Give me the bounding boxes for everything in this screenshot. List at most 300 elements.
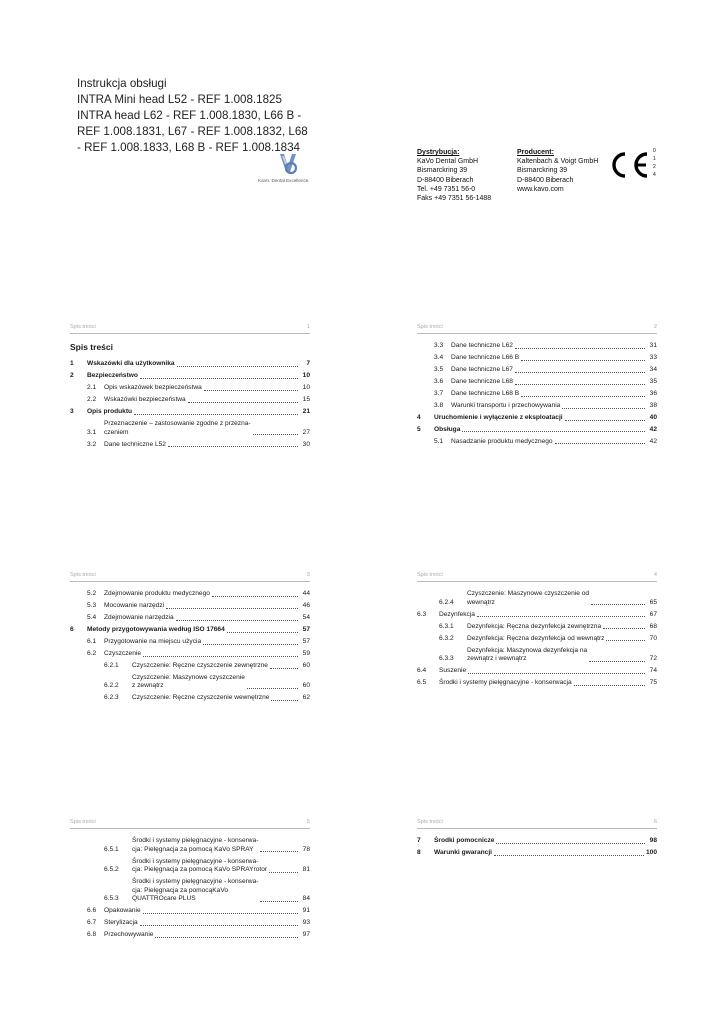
toc-entry-page: 84 — [302, 895, 310, 903]
toc-entry-title-line: Czyszczenie: Ręczne czyszczenie zewnętrzne — [132, 661, 268, 669]
toc-entry-title-line: Przygotowanie na miejscu użycia — [104, 637, 202, 645]
ce-digit: 1 — [653, 156, 656, 162]
toc-entry[interactable] — [70, 694, 310, 703]
toc-entry-title-line: Uruchomienie i wyłączenie z eksploatacji — [434, 413, 563, 421]
toc-entry-title-line: Środki i systemy pielęgnacyjne - konserwa- — [132, 857, 259, 865]
toc-entry[interactable] — [70, 662, 310, 671]
toc-entry[interactable] — [70, 919, 310, 928]
leader-dots — [515, 384, 645, 385]
title-line: Instrukcja obsługi — [77, 77, 167, 90]
leader-dots — [477, 616, 645, 617]
page-header — [70, 324, 310, 334]
toc-entry-page: 46 — [302, 601, 310, 609]
toc-entry-page: 10 — [302, 371, 310, 379]
toc-entry-title-line: cja: Pielęgnacja za pomocą KaVo SPRAYrotor — [132, 866, 268, 874]
toc-entry[interactable] — [70, 602, 310, 611]
toc-page-3 — [70, 572, 310, 706]
toc-entry-title-line: Czyszczenie: Ręczne czyszczenie wewnętrzne — [132, 694, 270, 702]
toc-entry-title-line: Czyszczenie — [104, 649, 142, 657]
title-line: INTRA head L62 - REF 1.008.1830, L66 B - — [77, 109, 302, 122]
toc-entry-number: 6.3.3 — [439, 655, 454, 663]
toc-entry-page: 15 — [302, 395, 310, 403]
toc-entry-title-line: Opis wskazówek bezpieczeństwa — [104, 383, 202, 391]
toc-entry-number: 3.2 — [87, 440, 97, 448]
page-header — [70, 819, 310, 829]
toc-entry-page: 70 — [649, 634, 657, 642]
page-header-label: Spis treści — [70, 324, 96, 330]
kavo-logo-icon — [258, 152, 318, 178]
producer-heading: Producent: — [517, 149, 554, 156]
toc-entry-title-line: zewnątrz i wewnątrz — [467, 655, 527, 663]
toc-entry-title — [434, 849, 492, 858]
leader-dots — [515, 372, 645, 373]
leader-dots — [188, 402, 298, 403]
toc-entry[interactable] — [70, 360, 310, 369]
toc-entry-title-line: Dane techniczne L52 — [104, 440, 166, 448]
leader-dots — [555, 443, 645, 444]
toc-entry-title-line: Środki i systemy pielęgnacyjne - konserwacja — [439, 679, 572, 687]
leader-dots — [260, 851, 298, 852]
toc-entry[interactable] — [70, 372, 310, 381]
leader-dots — [143, 913, 298, 914]
toc-entry-page: 7 — [306, 360, 310, 367]
toc-entry-page: 62 — [302, 694, 310, 702]
leader-dots — [155, 937, 298, 938]
toc-entry-number: 5.1 — [434, 437, 444, 445]
toc-entry[interactable] — [70, 441, 310, 450]
toc-entry-number: 6.5 — [417, 679, 427, 687]
toc-entry-number: 5.3 — [87, 601, 97, 609]
toc-entry[interactable] — [417, 667, 657, 676]
toc-entry-page: 60 — [302, 661, 310, 669]
leader-dots — [168, 446, 298, 447]
toc-entry-number: 6.5.1 — [104, 845, 119, 853]
toc-entry-title-line: Dane techniczne L68 B — [451, 389, 520, 397]
page-number: 6 — [653, 819, 657, 825]
leader-dots — [227, 632, 298, 633]
toc-entry-number: 2.1 — [87, 383, 97, 391]
distributor-line: Bismarckring 39 — [417, 167, 468, 175]
leader-dots — [574, 685, 645, 686]
leader-dots — [176, 620, 298, 621]
toc-entry-title-line: Dane techniczne L67 — [451, 365, 513, 373]
toc-entry-number: 3.3 — [434, 342, 444, 349]
toc-entry[interactable] — [70, 858, 310, 875]
toc-entry-number: 1 — [70, 360, 74, 367]
toc-entry[interactable] — [417, 414, 657, 423]
toc-entry-page: 31 — [649, 342, 657, 349]
toc-entry-page: 42 — [649, 425, 657, 433]
toc-entry[interactable] — [70, 614, 310, 623]
toc-entry-title-line: Obsługa — [434, 425, 461, 433]
toc-entry[interactable] — [70, 590, 310, 599]
toc-entry-number: 6.2.2 — [104, 682, 119, 690]
toc-entry-number: 6.2 — [87, 649, 97, 657]
toc-entry[interactable] — [417, 342, 657, 351]
toc-entry-title-line: Dane techniczne L62 — [451, 342, 513, 349]
toc-page-4 — [417, 572, 657, 691]
toc-entry-page: 44 — [302, 590, 310, 597]
toc-entry-page: 36 — [649, 389, 657, 397]
page-header — [417, 324, 657, 334]
leader-dots — [140, 925, 298, 926]
leader-dots — [562, 408, 645, 409]
toc-entry[interactable] — [417, 647, 657, 664]
toc-entry-page: 30 — [302, 440, 310, 448]
leader-dots — [134, 414, 298, 415]
toc-entry-number: 6.2.4 — [439, 598, 454, 606]
leader-dots — [521, 396, 645, 397]
page-header-label: Spis treści — [417, 324, 443, 330]
toc-entry[interactable] — [417, 635, 657, 644]
producer-line: Kaltenbach & Voigt GmbH — [517, 158, 599, 166]
toc-entry-page: 98 — [649, 837, 657, 844]
toc-entry-title — [434, 414, 563, 423]
toc-entry[interactable] — [70, 837, 310, 854]
toc-entry[interactable] — [70, 626, 310, 635]
toc-entry[interactable] — [70, 650, 310, 659]
toc-entry-title-line: QUATTROcare PLUS — [132, 895, 196, 903]
toc-entry-page: 57 — [302, 637, 310, 645]
toc-entry[interactable] — [70, 384, 310, 393]
toc-entry-title — [132, 694, 269, 703]
toc-entry[interactable] — [417, 402, 657, 411]
toc-entry-page: 100 — [645, 848, 657, 856]
toc-entry-title — [104, 931, 153, 940]
distributor-block — [417, 148, 491, 203]
toc-entry[interactable] — [70, 931, 310, 940]
toc-entry[interactable] — [417, 849, 657, 858]
toc-entry-number: 3 — [70, 407, 74, 415]
leader-dots — [270, 668, 298, 669]
toc-entry-page: 54 — [302, 613, 310, 621]
toc-entry[interactable] — [70, 396, 310, 405]
toc-entry-page: 57 — [302, 625, 310, 633]
toc-entry[interactable] — [70, 674, 310, 691]
toc-entry-number: 3.5 — [434, 365, 444, 373]
toc-entry-title — [439, 667, 466, 676]
page-header — [417, 572, 657, 582]
toc-entry-title-line: Zdejmowanie narzędzia — [104, 613, 174, 621]
distributor-line: KaVo Dental GmbH — [417, 158, 479, 166]
kavo-logo — [258, 152, 318, 188]
toc-entry-number: 4 — [417, 413, 421, 421]
title-line: REF 1.008.1831, L67 - REF 1.008.1832, L68 — [77, 125, 308, 138]
toc-entry-number: 3.7 — [434, 389, 444, 397]
toc-page-2 — [417, 324, 657, 450]
toc-entry-page: 68 — [649, 622, 657, 630]
toc-entry-number: 5 — [417, 425, 421, 433]
toc-entry-number: 5.4 — [87, 613, 97, 621]
page-number: 5 — [306, 819, 310, 825]
toc-entry[interactable] — [417, 354, 657, 363]
toc-entry-title — [434, 426, 460, 435]
toc-entry-title-line: Mocowanie narzędzi — [104, 601, 165, 609]
leader-dots — [247, 688, 298, 689]
leader-dots — [166, 608, 298, 609]
toc-entry-title — [104, 420, 251, 437]
toc-entry-page: 38 — [649, 401, 657, 409]
toc-entry-title-line: Warunki gwarancji — [434, 848, 493, 856]
toc-entry-title-line: Środki pomocnicze — [434, 837, 495, 844]
toc-entry-page: 21 — [302, 407, 310, 415]
toc-entry-title — [104, 907, 141, 916]
toc-entry-title — [132, 858, 267, 875]
page-number: 3 — [306, 572, 310, 578]
ce-digit: 2 — [653, 164, 656, 170]
toc-entry-title-line: Dane techniczne L66 B — [451, 353, 520, 361]
toc-entry-number: 3.1 — [87, 428, 97, 436]
producer-line: Bismarckring 39 — [517, 167, 568, 175]
producer-line: D-88400 Biberach — [517, 176, 574, 184]
ce-digit: 0 — [653, 148, 656, 154]
toc-entry-title — [104, 650, 141, 659]
toc-entry-title-line: Czyszczenie: Maszynowe czyszczenie od — [467, 590, 590, 597]
page-header-label: Spis treści — [70, 819, 96, 825]
leader-dots — [462, 431, 645, 432]
toc-entry-title — [104, 396, 186, 405]
toc-entry-number: 6.6 — [87, 907, 97, 915]
toc-entry-number: 3.6 — [434, 377, 444, 385]
ce-digit: 4 — [653, 172, 656, 178]
toc-entry[interactable] — [70, 408, 310, 417]
page-header — [70, 572, 310, 582]
toc-entry-page: 93 — [302, 919, 310, 927]
toc-entry-number: 6.3 — [417, 610, 427, 618]
cover-title — [77, 76, 317, 156]
toc-entry-title-line: z zewnątrz — [132, 682, 164, 690]
toc-entry-number: 3.4 — [434, 353, 444, 361]
toc-entry-title-line: Środki i systemy pielęgnacyjne - konserwa- — [132, 878, 259, 886]
toc-entry[interactable] — [417, 426, 657, 435]
toc-entry-number: 6.5.3 — [104, 895, 119, 903]
leader-dots — [140, 378, 298, 379]
producer-line: www.kavo.com — [517, 185, 564, 193]
toc-entry-title — [104, 441, 166, 450]
leader-dots — [591, 604, 645, 605]
toc-entry-number: 2.2 — [87, 395, 97, 403]
page-header-label: Spis treści — [70, 572, 96, 578]
toc-entry-number: 6.1 — [87, 637, 97, 645]
toc-entry[interactable] — [417, 679, 657, 688]
toc-entry-page: 35 — [649, 377, 657, 385]
toc-entry-title-line: Warunki transportu i przechowywania — [451, 401, 561, 409]
leader-dots — [271, 700, 298, 701]
toc-entry-page: 60 — [302, 682, 310, 690]
leader-dots — [515, 348, 645, 349]
toc-entry[interactable] — [70, 878, 310, 904]
toc-entry[interactable] — [70, 638, 310, 647]
toc-entry-title-line: wewnątrz — [467, 598, 495, 606]
page-number: 4 — [653, 572, 657, 578]
toc-entry-number: 6.2.3 — [104, 694, 119, 702]
toc-entry-page: 81 — [302, 866, 310, 874]
toc-entry-title — [467, 590, 589, 607]
toc-entry-page: 67 — [649, 610, 657, 618]
toc-entry-title-line: cja: Pielęgnacja za pomocą KaVo SPRAY — [132, 845, 254, 853]
toc-entry-title-line: Nasadzanie produktu medycznego — [451, 437, 553, 445]
toc-entry-title-line: Suszenie — [439, 667, 467, 675]
toc-entry-title — [87, 626, 225, 635]
toc-entry-number: 7 — [417, 837, 421, 844]
toc-entry-number: 6.7 — [87, 919, 97, 927]
toc-entry-number: 6.5.2 — [104, 866, 119, 874]
title-line: INTRA Mini head L52 - REF 1.008.1825 — [77, 93, 282, 106]
toc-entry[interactable] — [417, 438, 657, 447]
toc-entry-page: 33 — [649, 353, 657, 361]
toc-entry-title — [467, 647, 587, 664]
page-header — [417, 819, 657, 829]
toc-entry[interactable] — [417, 366, 657, 375]
toc-entry-title — [132, 878, 258, 904]
toc-entry-title — [451, 342, 513, 351]
toc-entry-title-line: Wskazówki bezpieczeństwa — [104, 395, 186, 403]
distributor-heading: Dystrybucja: — [417, 149, 460, 156]
ce-notified-body-number — [653, 147, 656, 179]
producer-block — [517, 148, 598, 194]
leader-dots — [589, 661, 645, 662]
toc-entry[interactable] — [417, 837, 657, 846]
toc-entry-number: 6.2.1 — [104, 661, 119, 669]
toc-entry-title-line: Sterylizacja — [104, 919, 138, 927]
toc-entry-page: 65 — [649, 598, 657, 606]
toc-entry-title-line: Środki i systemy pielęgnacyjne - konserwa- — [132, 837, 259, 844]
toc-entry[interactable] — [417, 623, 657, 632]
toc-entry-page: 78 — [302, 845, 310, 853]
toc-entry[interactable] — [417, 378, 657, 387]
toc-entry-page: 40 — [649, 413, 657, 421]
toc-entry-number: 6.8 — [87, 931, 97, 939]
toc-entry-title-line: cja: Pielęgnacja za pomocąKaVo — [132, 886, 229, 894]
toc-entry[interactable] — [417, 590, 657, 607]
toc-entry-title — [451, 438, 553, 447]
toc-entry-title — [434, 837, 494, 846]
toc-entry-title-line: Przeznaczenie – zastosowanie zgodne z przezna- — [104, 419, 251, 427]
toc-entry-title — [439, 679, 572, 688]
distributor-line: Faks +49 7351 56-1488 — [417, 195, 492, 203]
toc-entry-page: 42 — [649, 437, 657, 445]
toc-entry[interactable] — [417, 390, 657, 399]
toc-entry-title — [451, 390, 519, 399]
page-number: 1 — [306, 324, 310, 330]
leader-dots — [253, 434, 298, 435]
leader-dots — [212, 596, 298, 597]
leader-dots — [177, 366, 298, 367]
toc-entry-number: 5.2 — [87, 590, 97, 597]
leader-dots — [468, 673, 645, 674]
toc-entry-page: 97 — [302, 931, 310, 939]
distributor-line: D-88400 Biberach — [417, 176, 474, 184]
page-header-label: Spis treści — [417, 819, 443, 825]
toc-entry-title — [104, 919, 138, 928]
toc-entry-title-line: Wskazówki dla użytkownika — [87, 360, 175, 367]
toc-entry-title — [87, 360, 175, 369]
toc-entry[interactable] — [417, 611, 657, 620]
toc-entry-title — [104, 384, 202, 393]
toc-entry-title-line: Opakowanie — [104, 907, 141, 915]
toc-entry-title — [467, 635, 604, 644]
toc-entry-title — [439, 611, 475, 620]
leader-dots — [606, 640, 645, 641]
leader-dots — [269, 872, 298, 873]
toc-entry-title-line: Opis produktu — [87, 407, 133, 415]
toc-entry-title — [132, 837, 258, 854]
toc-entry-title-line: Dezynfekcja: Ręczna dezynfekcja od wewnątrz — [467, 634, 605, 642]
toc-entry-title-line: Bezpieczeństwo — [87, 371, 138, 379]
toc-entry-title — [451, 354, 519, 363]
toc-entry[interactable] — [70, 420, 310, 437]
leader-dots — [494, 855, 644, 856]
toc-entry-title — [104, 614, 174, 623]
toc-entry-title-line: Metody przygotowywania według ISO 17664 — [87, 625, 225, 633]
toc-entry-number: 6 — [70, 625, 74, 633]
toc-entry-title — [451, 402, 560, 411]
toc-entry-title-line: Zdejmowanie produktu medycznego — [104, 590, 210, 597]
toc-entry-page: 59 — [302, 649, 310, 657]
toc-entry-title-line: Dezynfekcja — [439, 610, 475, 618]
toc-entry-title — [467, 623, 601, 632]
leader-dots — [260, 901, 298, 902]
toc-entry-title-line: Czyszczenie: Maszynowe czyszczenie — [132, 673, 245, 681]
page-header-label: Spis treści — [417, 572, 443, 578]
toc-entry[interactable] — [70, 907, 310, 916]
toc-page-1 — [70, 324, 310, 452]
leader-dots — [565, 420, 645, 421]
toc-entry-page: 74 — [649, 667, 657, 675]
toc-entry-title-line: Dezynfekcja: Maszynowa dezynfekcja na — [467, 646, 588, 654]
toc-entry-title — [132, 662, 268, 671]
leader-dots — [203, 644, 298, 645]
toc-entry-title-line: Dane techniczne L68 — [451, 377, 513, 385]
toc-entry-page: 72 — [649, 655, 657, 663]
toc-entry-title — [87, 372, 138, 381]
toc-entry-page: 91 — [302, 907, 310, 915]
toc-entry-number: 3.8 — [434, 401, 444, 409]
leader-dots — [496, 843, 645, 844]
toc-entry-title — [104, 638, 201, 647]
toc-page-5 — [70, 819, 310, 943]
leader-dots — [521, 360, 645, 361]
toc-entry-number: 6.3.1 — [439, 622, 454, 630]
toc-entry-number: 6.3.2 — [439, 634, 454, 642]
toc-entry-number: 8 — [417, 848, 421, 856]
toc-entry-title — [132, 674, 245, 691]
toc-title: Spis treści — [70, 342, 113, 352]
toc-entry-title-line: Dezynfekcja: Ręczna dezynfekcja zewnętrzna — [467, 622, 602, 630]
toc-entry-page: 34 — [649, 365, 657, 373]
toc-entry-number: 2 — [70, 371, 74, 379]
toc-entry-title — [451, 378, 513, 387]
toc-entry-title — [104, 602, 164, 611]
leader-dots — [204, 390, 298, 391]
ce-mark-icon — [606, 150, 650, 180]
page-number: 2 — [653, 324, 657, 330]
title-line: - REF 1.008.1833, L68 B - REF 1.008.1834 — [77, 141, 300, 154]
toc-entry-page: 75 — [649, 679, 657, 687]
toc-entry-number: 6.4 — [417, 667, 427, 675]
toc-entry-title — [451, 366, 513, 375]
toc-entry-title-line: czeniem — [104, 428, 129, 436]
toc-entry-title — [104, 590, 210, 599]
leader-dots — [603, 628, 645, 629]
toc-entry-page: 27 — [302, 428, 310, 436]
logo-text: KaVo. Dental Excellence. — [258, 178, 310, 183]
toc-entry-title — [87, 408, 132, 417]
distributor-line: Tel. +49 7351 56-0 — [417, 185, 476, 193]
toc-entry-page: 10 — [302, 383, 310, 391]
toc-entry-title-line: Przechowywanie — [104, 931, 154, 939]
toc-page-6 — [417, 819, 657, 861]
